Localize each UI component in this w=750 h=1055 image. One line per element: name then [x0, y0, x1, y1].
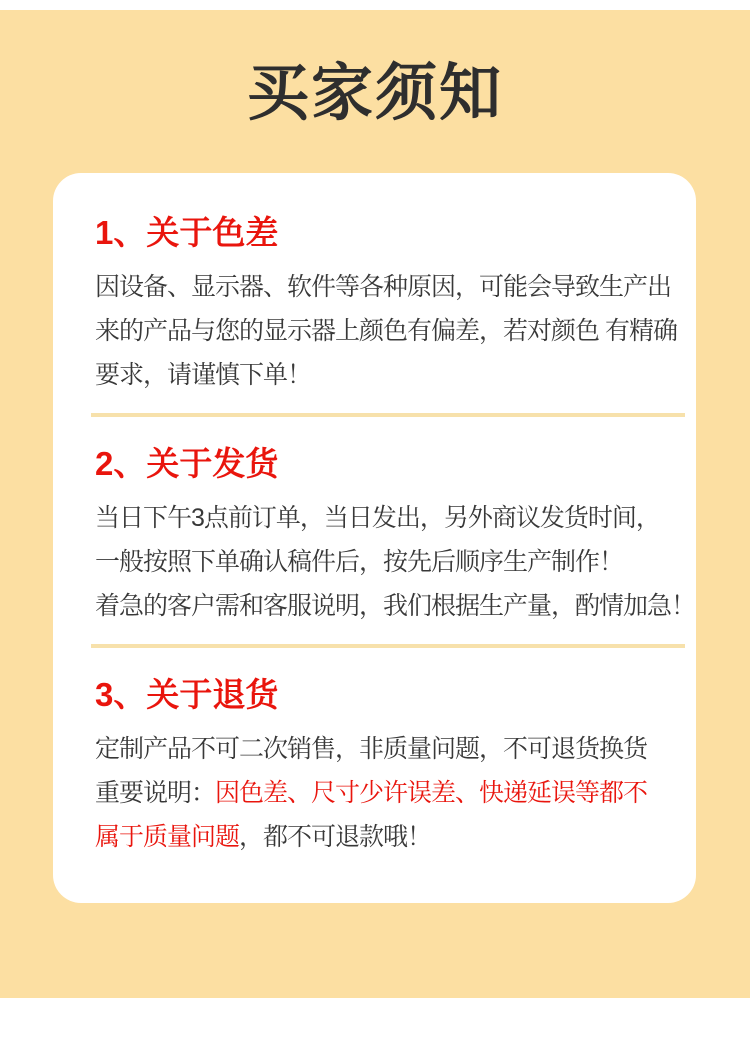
notice-card [53, 173, 696, 903]
section-2-heading: 2、关于发货 [95, 445, 279, 482]
section-2-body [95, 496, 696, 628]
section-1-body [95, 265, 677, 397]
text-line [95, 815, 658, 859]
important-note-red-text: 因色差、尺寸少许误差、快递延误等都不 [215, 779, 648, 807]
text-line: 一般按照下单确认稿件后，按先后顺序生产制作！ [95, 548, 624, 576]
text-line: 要求，请谨慎下单！ [95, 361, 312, 389]
important-note-red-text: 属于质量问题 [95, 823, 240, 851]
text-line [95, 771, 658, 815]
section-1-heading: 1、关于色差 [95, 214, 279, 251]
text-line: 来的产品与您的显示器上颜色有偏差，若对颜色 有精确 [95, 317, 677, 345]
section-3-heading: 3、关于退货 [95, 676, 279, 713]
section-3-body [95, 727, 658, 859]
text-line: 因设备、显示器、软件等各种原因，可能会导致生产出 [95, 273, 672, 301]
important-note-suffix: ，都不可退款哦！ [239, 823, 432, 851]
text-line: 着急的客户需和客服说明，我们根据生产量，酌情加急！ [95, 592, 696, 620]
text-line: 定制产品不可二次销售，非质量问题，不可退货换货 [95, 735, 648, 763]
important-note-label: 重要说明： [95, 779, 216, 807]
page-title: 买家须知 [246, 59, 503, 128]
section-divider [91, 413, 685, 417]
text-line: 当日下午3点前订单，当日发出，另外商议发货时间， [95, 504, 660, 532]
section-divider [91, 644, 685, 648]
